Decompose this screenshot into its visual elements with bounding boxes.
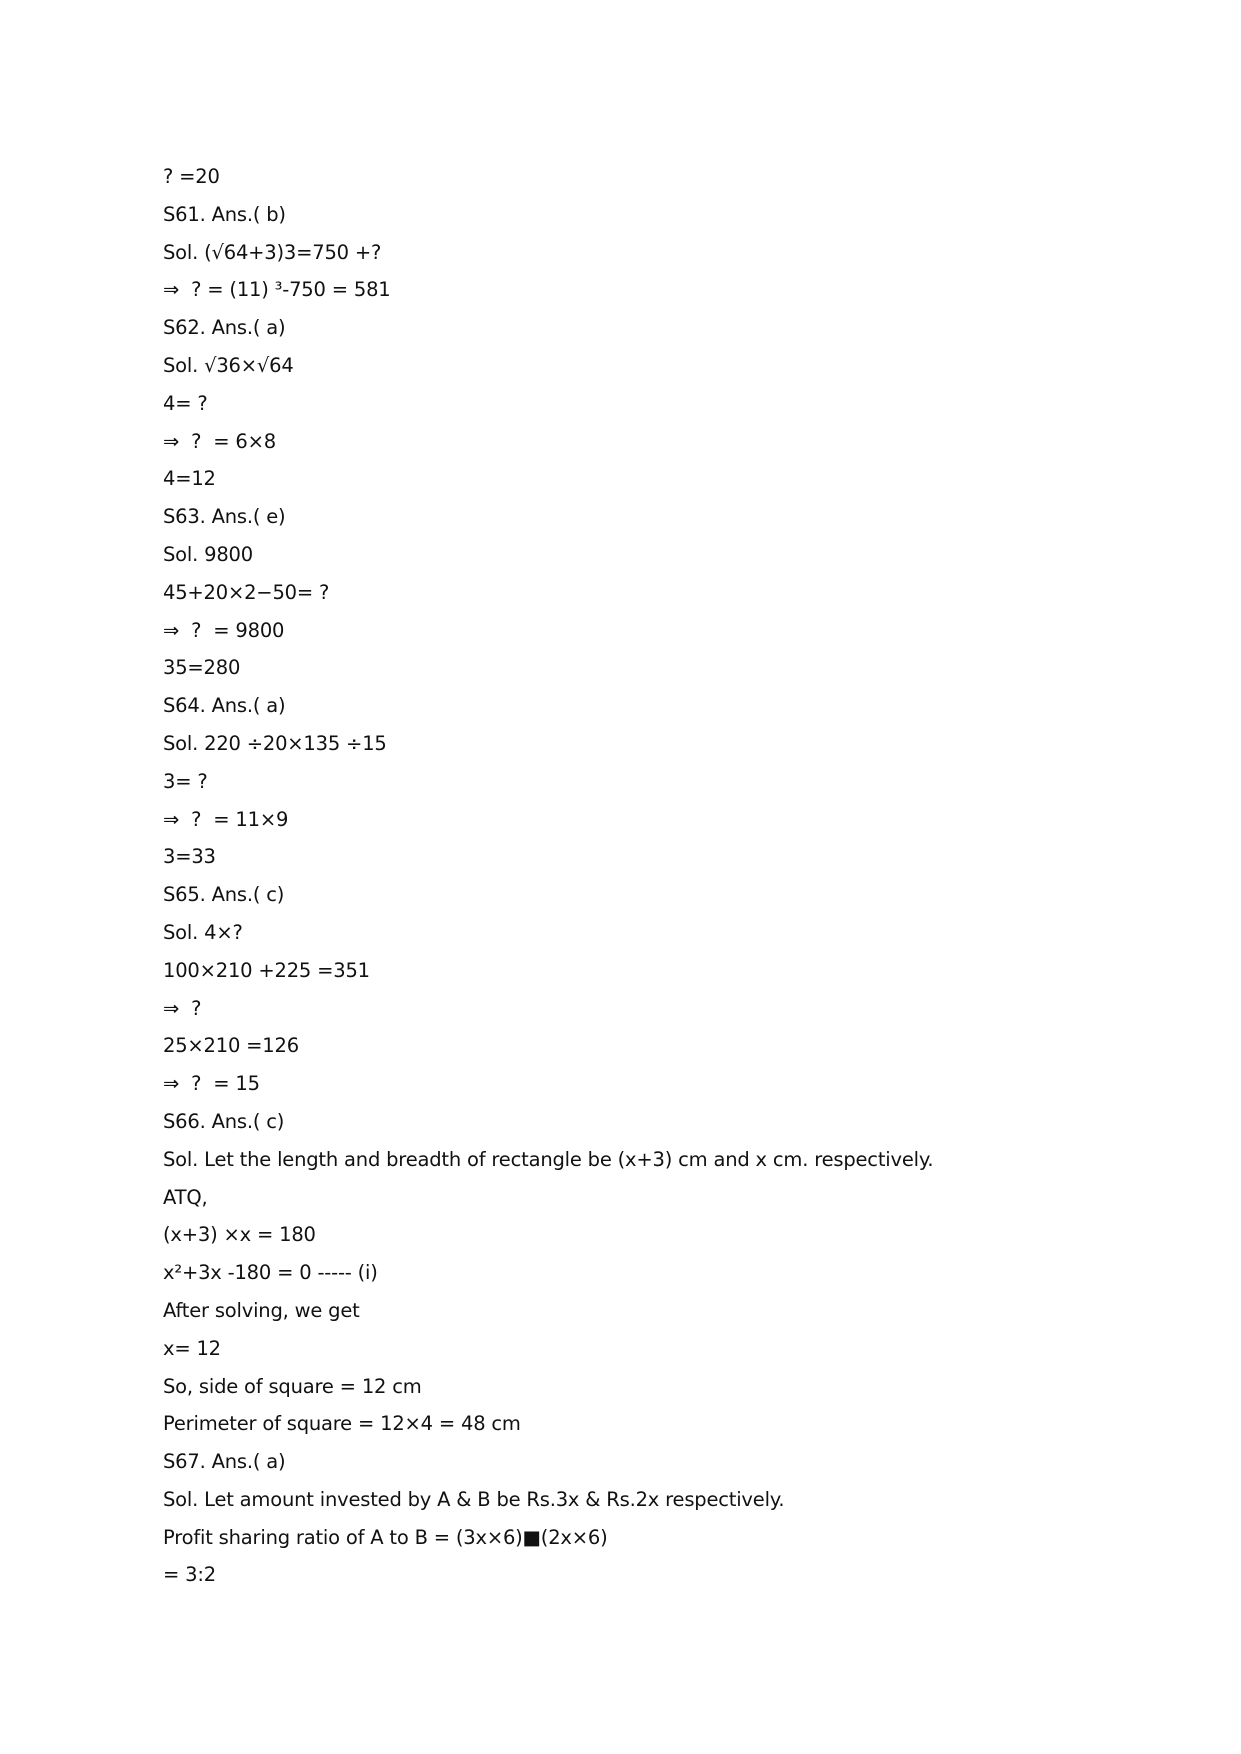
text-line: Perimeter of square = 12×4 = 48 cm <box>163 1412 521 1436</box>
text-line: 25×210 =126 <box>163 1034 299 1058</box>
text-line: S65. Ans.( c) <box>163 883 285 907</box>
text-line: S61. Ans.( b) <box>163 202 286 226</box>
text-line: Sol. 9800 <box>163 542 253 566</box>
text-line: ATQ, <box>163 1185 208 1209</box>
text-line: Sol. √36×√64 <box>163 353 294 377</box>
text-line: After solving, we get <box>163 1298 360 1322</box>
text-line: 4= ? <box>163 391 208 415</box>
text-line: S67. Ans.( a) <box>163 1450 286 1474</box>
text-line: Profit sharing ratio of A to B = (3x×6)■(2x×6) <box>163 1525 608 1549</box>
text-line: Sol. (√64+3)3=750 +? <box>163 240 382 264</box>
text-line: ⇒ ? = 15 <box>163 1072 260 1096</box>
text-line: 100×210 +225 =351 <box>163 958 370 982</box>
text-line: ⇒ ? <box>163 996 202 1020</box>
text-line: Sol. 4×? <box>163 920 243 944</box>
text-line: 4=12 <box>163 467 216 491</box>
document-page <box>163 158 933 1594</box>
text-line: 3= ? <box>163 769 208 793</box>
text-line: ⇒ ? = (11) ³-750 = 581 <box>163 278 391 302</box>
text-line: ⇒ ? = 6×8 <box>163 429 276 453</box>
text-line: ⇒ ? = 11×9 <box>163 807 289 831</box>
text-line: ⇒ ? = 9800 <box>163 618 285 642</box>
text-line: S64. Ans.( a) <box>163 694 286 718</box>
text-line: Sol. 220 ÷20×135 ÷15 <box>163 731 387 755</box>
text-line: x²+3x -180 = 0 ----- (i) <box>163 1261 378 1285</box>
text-line: S66. Ans.( c) <box>163 1109 285 1133</box>
text-line: S62. Ans.( a) <box>163 316 286 340</box>
text-line: 3=33 <box>163 845 216 869</box>
text-line: Sol. Let amount invested by A & B be Rs.3x & Rs.2x respectively. <box>163 1487 785 1511</box>
text-line: Sol. Let the length and breadth of rectangle be (x+3) cm and x cm. respectively. <box>163 1147 934 1171</box>
text-line: S63. Ans.( e) <box>163 505 286 529</box>
text-line: So, side of square = 12 cm <box>163 1374 422 1398</box>
text-line: 35=280 <box>163 656 241 680</box>
text-line: 45+20×2−50= ? <box>163 580 330 604</box>
text-line: (x+3) ×x = 180 <box>163 1223 316 1247</box>
text-line: = 3:2 <box>163 1563 216 1587</box>
text-line: x= 12 <box>163 1336 221 1360</box>
text-line: ? =20 <box>163 165 220 188</box>
